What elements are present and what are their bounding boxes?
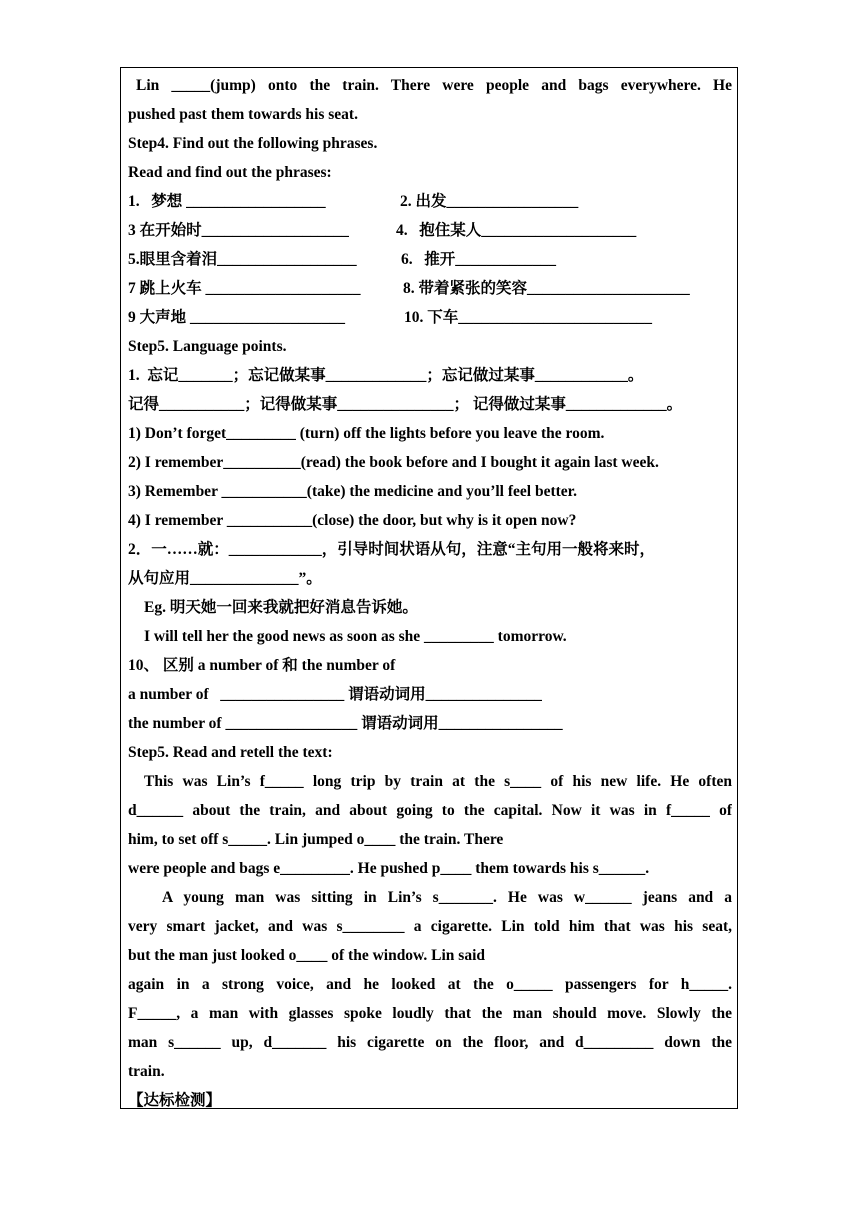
example-cn: Eg. 明天她一回来我就把好消息告诉她。 (144, 599, 418, 616)
phrase-item: 2. 出发_________________ (400, 193, 579, 210)
phrase-item: 9 大声地 ____________________ (128, 309, 346, 326)
worksheet-content (128, 71, 732, 1115)
retell-line: man s______ up, d_______ his cigarette on the floor, and d_________ down the (128, 1034, 732, 1051)
phrase-item: 8. 带着紧张的笑容_____________________ (403, 280, 690, 297)
exercise-item: 4) I remember ___________(close) the door, but why is it open now? (128, 512, 577, 529)
step5-heading: Step5. Language points. (128, 338, 287, 355)
exercise-item: 2) I remember__________(read) the book before and I bought it again last week. (128, 454, 659, 471)
phrase-row (128, 187, 732, 216)
language-point: 记得___________；记得做某事_______________； 记得做过某事_____________。 (128, 396, 683, 413)
assessment-heading: 【达标检测】 (128, 1092, 222, 1109)
retell-line: were people and bags e_________. He pushed p____ them towards his s______. (128, 860, 650, 877)
retell-line: again in a strong voice, and he looked at the o_____ passengers for h_____. (128, 976, 732, 993)
retell-line: train. (128, 1063, 165, 1080)
retell-line: very smart jacket, and was s________ a cigarette. Lin told him that was his seat, (128, 918, 732, 935)
phrase-row (128, 303, 732, 332)
phrase-row (128, 274, 732, 303)
phrase-item: 7 跳上火车 ____________________ (128, 280, 361, 297)
phrase-item: 5.眼里含着泪__________________ (128, 251, 357, 268)
retell-line: F_____, a man with glasses spoke loudly that the man should move. Slowly the (128, 1005, 732, 1022)
phrase-item: 1. 梦想 __________________ (128, 193, 326, 210)
text-line: Lin _____(jump) onto the train. There were people and bags everywhere. He (136, 77, 732, 94)
language-point: 1. 忘记_______；忘记做某事_____________；忘记做过某事____________。 (128, 367, 644, 384)
retell-heading: Step5. Read and retell the text: (128, 744, 333, 761)
item10-heading: 10、 区别 a number of 和 the number of (128, 657, 396, 674)
text-line: pushed past them towards his seat. (128, 106, 358, 123)
retell-line: A young man was sitting in Lin’s s_______. He was w______ jeans and a (162, 889, 732, 906)
language-point: 从句应用______________”。 (128, 570, 322, 587)
step4-heading: Step4. Find out the following phrases. (128, 135, 378, 152)
phrase-item: 3 在开始时___________________ (128, 222, 349, 239)
language-point: 2．一……就：____________，引导时间状语从句，注意“主句用一般将来时， (128, 541, 656, 558)
exercise-item: 3) Remember ___________(take) the medicine and you’ll feel better. (128, 483, 577, 500)
retell-line: d______ about the train, and about going to the capital. Now it was in f_____ of (128, 802, 732, 819)
example-en: I will tell her the good news as soon as she _________ tomorrow. (144, 628, 567, 645)
phrase-item: 6. 推开_____________ (401, 251, 557, 268)
retell-line: but the man just looked o____ of the window. Lin said (128, 947, 485, 964)
exercise-item: 1) Don’t forget_________ (turn) off the lights before you leave the room. (128, 425, 605, 442)
phrase-item: 4. 抱住某人____________________ (396, 222, 637, 239)
phrase-row (128, 216, 732, 245)
item10-line: the number of _________________ 谓语动词用________________ (128, 715, 563, 732)
phrase-row (128, 245, 732, 274)
retell-line: This was Lin’s f_____ long trip by train at the s____ of his new life. He often (144, 773, 732, 790)
item10-line: a number of ________________ 谓语动词用_______________ (128, 686, 542, 703)
retell-line: him, to set off s_____. Lin jumped o____ the train. There (128, 831, 504, 848)
phrase-item: 10. 下车_________________________ (404, 309, 653, 326)
instruction: Read and find out the phrases: (128, 164, 332, 181)
